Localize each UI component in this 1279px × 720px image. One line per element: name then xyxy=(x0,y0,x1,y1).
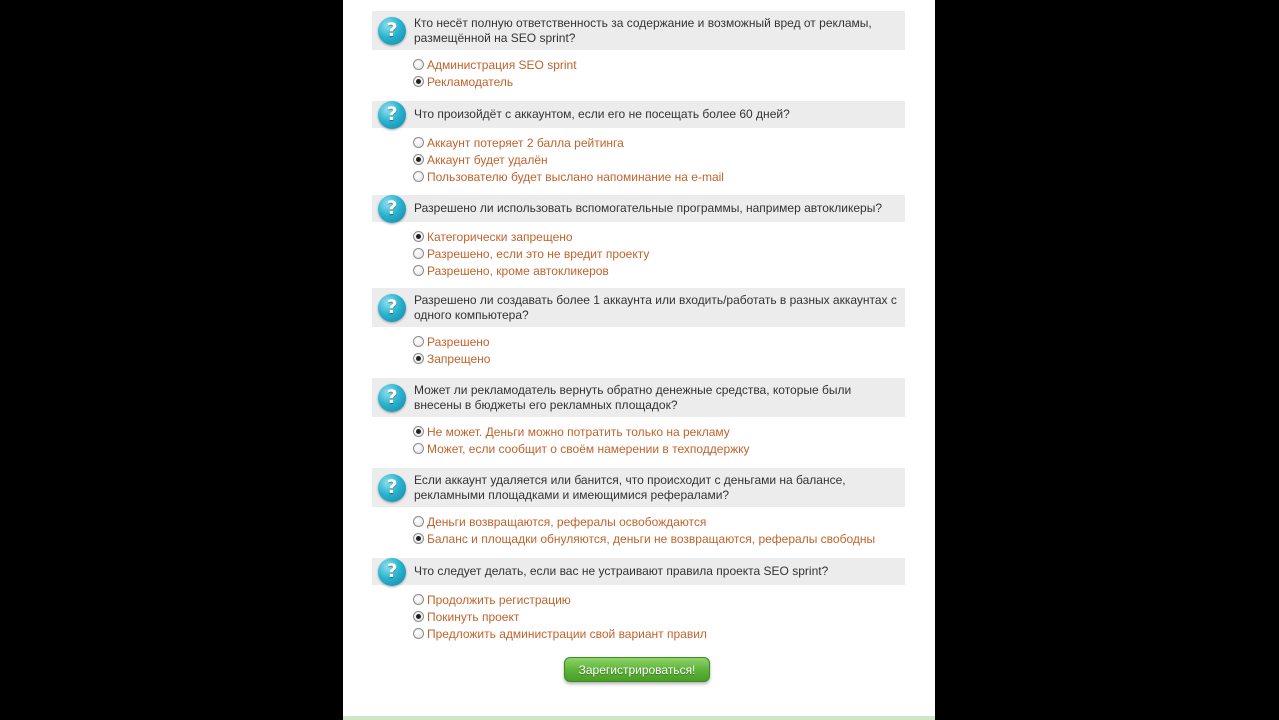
question-block xyxy=(372,101,905,185)
question-header xyxy=(372,195,905,222)
option-item[interactable] xyxy=(413,151,905,168)
option-label: Может, если сообщит о своём намерении в техподдержку xyxy=(427,441,750,456)
option-label: Аккаунт будет удалён xyxy=(427,152,548,167)
question-block xyxy=(372,378,905,457)
options-list xyxy=(372,333,905,367)
option-item[interactable] xyxy=(413,56,905,73)
option-label: Продолжить регистрацию xyxy=(427,592,571,607)
question-header xyxy=(372,468,905,507)
radio-button[interactable] xyxy=(413,265,424,276)
option-label: Разрешено xyxy=(427,334,490,349)
question-header xyxy=(372,378,905,417)
option-item[interactable] xyxy=(413,228,905,245)
question-text: Если аккаунт удаляется или банится, что происходит с деньгами на балансе, рекламными площадками и имеющимися рефералами? xyxy=(414,472,846,502)
register-button[interactable] xyxy=(564,657,710,682)
question-header xyxy=(372,558,905,585)
question-block xyxy=(372,195,905,279)
question-mark-icon: ? xyxy=(378,101,406,129)
question-mark-icon: ? xyxy=(378,558,406,586)
question-text: Что следует делать, если вас не устраивают правила проекта SEO sprint? xyxy=(414,564,829,578)
question-header xyxy=(372,11,905,50)
options-list xyxy=(372,56,905,90)
option-item[interactable] xyxy=(413,134,905,151)
option-item[interactable] xyxy=(413,625,905,642)
radio-button[interactable] xyxy=(413,533,424,544)
radio-button[interactable] xyxy=(413,353,424,364)
radio-button[interactable] xyxy=(413,336,424,347)
options-list xyxy=(372,423,905,457)
question-text: Может ли рекламодатель вернуть обратно денежные средства, которые были внесены в бюджеты его рекламных площадок? xyxy=(414,382,852,412)
question-mark-icon: ? xyxy=(378,474,406,502)
option-label: Покинуть проект xyxy=(427,609,520,624)
question-text: Что произойдёт с аккаунтом, если его не посещать более 60 дней? xyxy=(414,107,790,121)
option-item[interactable] xyxy=(413,333,905,350)
option-label: Не может. Деньги можно потратить только на рекламу xyxy=(427,424,730,439)
option-label: Разрешено, кроме автокликеров xyxy=(427,263,609,278)
option-item[interactable] xyxy=(413,608,905,625)
question-text: Разрешено ли использовать вспомогательные программы, например автокликеры? xyxy=(414,201,883,215)
question-mark-icon: ? xyxy=(378,384,406,412)
question-block xyxy=(372,468,905,547)
radio-button[interactable] xyxy=(413,137,424,148)
radio-button[interactable] xyxy=(413,59,424,70)
register-button-label: Зарегистрироваться! xyxy=(578,662,696,677)
option-item[interactable] xyxy=(413,440,905,457)
option-label: Запрещено xyxy=(427,351,491,366)
option-label: Разрешено, если это не вредит проекту xyxy=(427,246,650,261)
option-label: Аккаунт потеряет 2 балла рейтинга xyxy=(427,135,624,150)
radio-button[interactable] xyxy=(413,516,424,527)
option-label: Баланс и площадки обнуляются, деньги не возвращаются, рефералы свободны xyxy=(427,531,876,546)
question-mark-icon: ? xyxy=(378,195,406,223)
radio-button[interactable] xyxy=(413,628,424,639)
radio-button[interactable] xyxy=(413,594,424,605)
question-text: Кто несёт полную ответственность за содержание и возможный вред от рекламы, размещённой на SEO sprint? xyxy=(414,15,872,45)
radio-button[interactable] xyxy=(413,248,424,259)
question-mark-icon: ? xyxy=(378,294,406,322)
footer-divider xyxy=(343,716,935,720)
option-item[interactable] xyxy=(413,530,905,547)
radio-button[interactable] xyxy=(413,426,424,437)
radio-button[interactable] xyxy=(413,611,424,622)
option-item[interactable] xyxy=(413,168,905,185)
option-label: Пользователю будет выслано напоминание на e-mail xyxy=(427,169,724,184)
option-label: Рекламодатель xyxy=(427,74,514,89)
radio-button[interactable] xyxy=(413,76,424,87)
options-list xyxy=(372,591,905,642)
option-label: Деньги возвращаются, рефералы освобождаются xyxy=(427,514,707,529)
radio-button[interactable] xyxy=(413,171,424,182)
radio-button[interactable] xyxy=(413,231,424,242)
option-item[interactable] xyxy=(413,73,905,90)
radio-button[interactable] xyxy=(413,443,424,454)
question-mark-icon: ? xyxy=(378,17,406,45)
radio-button[interactable] xyxy=(413,154,424,165)
question-block xyxy=(372,558,905,642)
options-list xyxy=(372,134,905,185)
option-label: Предложить администрации свой вариант правил xyxy=(427,626,707,641)
option-item[interactable] xyxy=(413,245,905,262)
option-label: Категорически запрещено xyxy=(427,229,573,244)
option-item[interactable] xyxy=(413,350,905,367)
option-label: Администрация SEO sprint xyxy=(427,57,577,72)
question-header xyxy=(372,101,905,128)
options-list xyxy=(372,513,905,547)
option-item[interactable] xyxy=(413,591,905,608)
option-item[interactable] xyxy=(413,262,905,279)
question-header xyxy=(372,288,905,327)
options-list xyxy=(372,228,905,279)
option-item[interactable] xyxy=(413,513,905,530)
quiz-page xyxy=(343,0,935,720)
question-block xyxy=(372,288,905,367)
option-item[interactable] xyxy=(413,423,905,440)
question-text: Разрешено ли создавать более 1 аккаунта или входить/работать в разных аккаунтах с одного компьютера? xyxy=(414,292,897,322)
question-block xyxy=(372,11,905,90)
